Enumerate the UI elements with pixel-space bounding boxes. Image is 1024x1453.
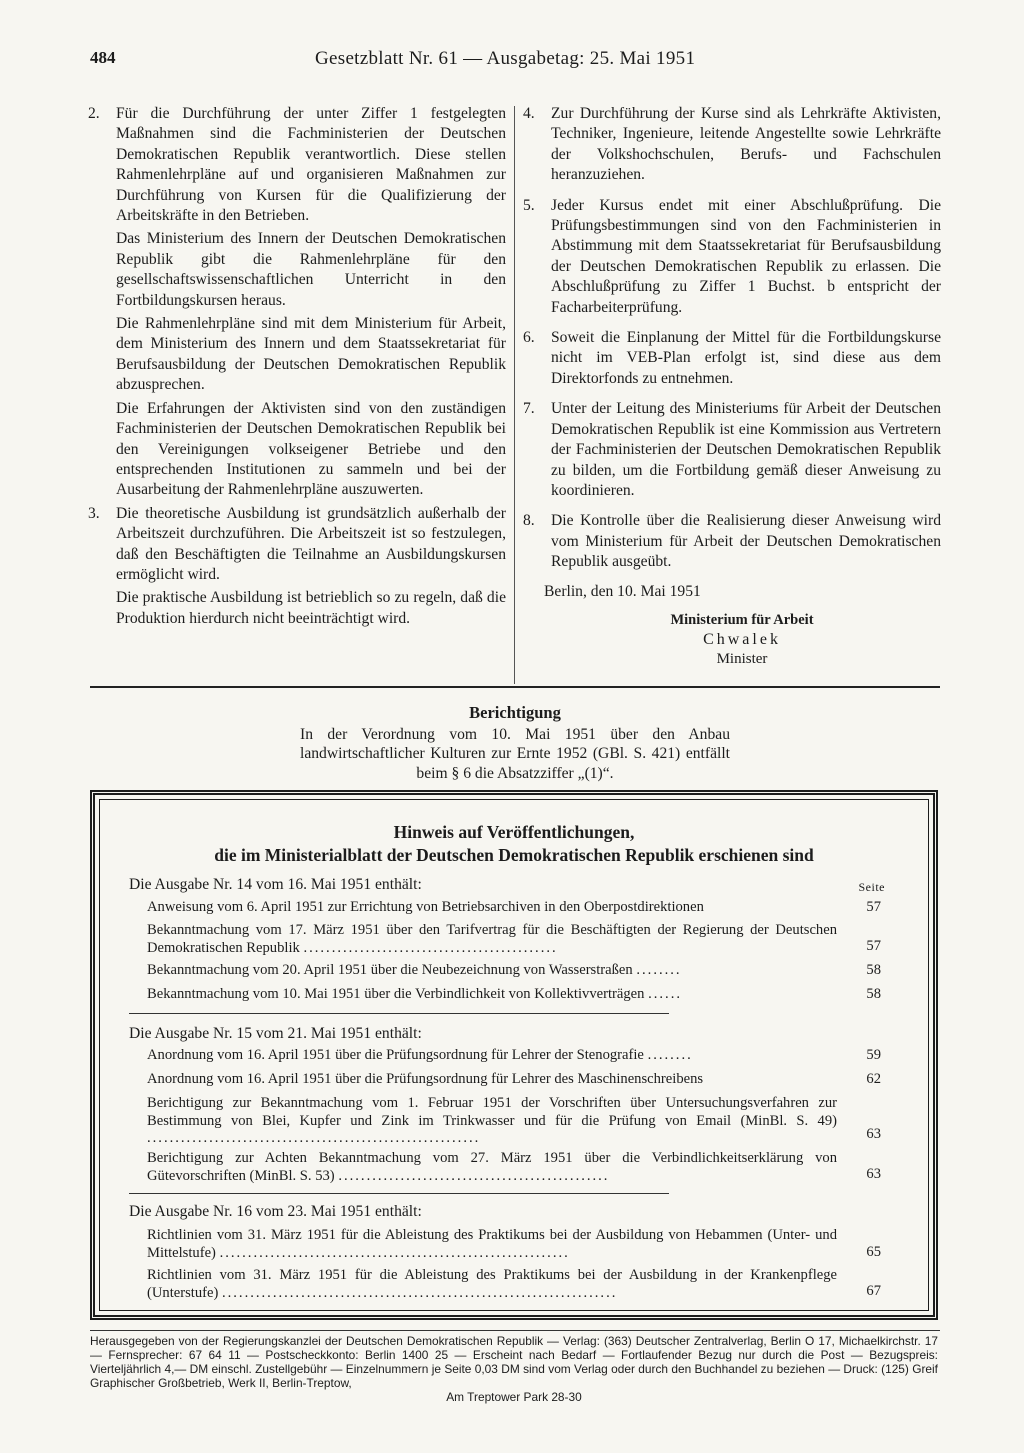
box-title-line2: die im Ministerialblatt der Deutschen Demokratischen Republik erschienen sind [214,845,814,865]
section-rule [90,686,940,688]
imprint-text: Herausgegeben von der Regierungskanzlei der Deutschen Demokratischen Republik — Verlag: (363) Deutscher Zentralverlag, Berlin O 17, Michaelkirchstr. 17 — Fernsprecher: 67 64 11 — Postscheckkonto: Berlin 1400 25 — Erscheint nach Bedarf — Fortlaufender Bezug nur durch die Post — Bezugspreis: Vierteljährlich 4,— DM einschl. Zustellgebühr — Einzelnummern je Seite 0,03 DM sind vom Verlag oder durch den Buchhandel zu beziehen — Druck: (125) Greif Graphischer Großbetrieb, Werk II, Berlin-Treptow, [90,1334,938,1390]
page-ref: 58 [866,962,881,978]
page-ref: 58 [866,986,881,1002]
signatory-title: Minister [716,650,768,667]
item-number: 2. [88,105,100,122]
publication-entry: Berichtigung zur Achten Bekanntmachung vom 27. März 1951 über die Verbindlichkeitserklärung von Gütevorschriften (MinBl. S. 53) ................................................ [147,1150,837,1184]
page-ref: 65 [866,1244,881,1260]
list-item [523,511,941,572]
paragraph: Die Erfahrungen der Aktivisten sind von den zuständigen Fachministerien der Deutschen Demokratischen Republik bei den Vereinigungen volkseigener Betriebe und den entsprechenden Institutionen zu sammeln und bei der Ausarbeitung der Rahmenlehrpläne auszuwerten. [116,399,506,499]
issue-title: Die Ausgabe Nr. 14 vom 16. Mai 1951 enthält: [129,876,422,893]
item-text: Soweit die Einplanung der Mittel für die Fortbildungskurse nicht im VEB-Plan erfolgt ist, sind diese aus dem Direktorfonds zu entnehmen. [551,329,941,387]
page-ref: 57 [866,938,881,954]
running-title: Gesetzblatt Nr. 61 — Ausgabetag: 25. Mai 1951 [315,48,696,69]
page-ref: 59 [866,1047,881,1063]
page-ref: 62 [866,1071,881,1087]
page-header [90,48,940,76]
paragraph: Die Rahmenlehrpläne sind mit dem Ministerium für Arbeit, dem Ministerium des Innern und dem Staatssekretariat für Berufsausbildung der Deutschen Demokratischen Republik abzusprechen. [116,315,506,394]
item-text: Zur Durchführung der Kurse sind als Lehrkräfte Aktivisten, Techniker, Ingenieure, leitende Angestellte sowie Lehrkräfte der Volkshochschulen, Berufs- und Fachschulen heranzuziehen. [551,105,941,184]
issue-separator [129,1013,669,1014]
right-column [523,104,941,669]
signature-block [543,610,941,669]
publication-entry: Bekanntmachung vom 20. April 1951 über die Neubezeichnung von Wasserstraßen ........ [147,962,682,978]
publication-entry: Richtlinien vom 31. März 1951 für die Ableistung des Praktikums bei der Ausbildung in der Krankenpflege (Unterstufe) ...................................................................... [147,1267,837,1301]
issue-title: Die Ausgabe Nr. 16 vom 23. Mai 1951 enthält: [129,1203,422,1220]
footer-rule [90,1330,940,1331]
signatory-name: Chwalek [703,630,781,648]
list-item [88,104,506,226]
publications-box [90,790,938,1320]
item-number: 6. [523,329,535,347]
publication-entry: Anordnung vom 16. April 1951 über die Prüfungsordnung für Lehrer der Stenografie ........ [147,1047,693,1063]
list-item [523,104,941,186]
imprint [90,1334,938,1404]
publication-entry: Richtlinien vom 31. März 1951 für die Ableistung des Praktikums bei der Ausbildung von Hebammen (Unter- und Mittelstufe) .............................................................. [147,1227,837,1261]
item-number: 3. [88,504,100,522]
paragraph: Die praktische Ausbildung ist betrieblich so zu regeln, daß die Produktion hierdurch nicht beeinträchtigt wird. [116,589,506,627]
column-divider [514,106,515,684]
item-number: 8. [523,512,535,530]
imprint-last-line: Am Treptower Park 28-30 [446,1390,582,1404]
item-number: 7. [523,400,535,418]
list-item [88,504,506,586]
item-text: Für die Durchführung der unter Ziffer 1 festgelegten Maßnahmen sind die Fachministerien der Deutschen Demokratischen Republik verantwortlich. Diese stellen Rahmenlehrpläne auf und organisieren Maßnahmen zur Durchführung von Kursen für die Qualifizierung der Arbeitskräfte in den Betrieben. [116,105,506,225]
box-title-line1: Hinweis auf Veröffentlichungen, [393,822,635,842]
issue-title: Die Ausgabe Nr. 15 vom 21. Mai 1951 enthält: [129,1025,422,1042]
item-number: 5. [523,196,535,214]
page-ref: 67 [866,1283,881,1299]
page-ref: 63 [866,1166,881,1182]
place-date: Berlin, den 10. Mai 1951 [544,582,701,600]
publication-entry: Berichtigung zur Bekanntmachung vom 1. Februar 1951 der Vorschriften über Untersuchungsverfahren zur Bestimmung von Blei, Kupfer und Zink im Trinkwasser und für die Prüfung von Email (MinBl. S. 49) ........................................................... [147,1095,837,1146]
correction-text: In der Verordnung vom 10. Mai 1951 über den Anbau landwirtschaftlicher Kulturen zur Ernte 1952 (GBl. S. 421) entfällt beim § 6 die Absatzziffer „(1)“. [300,725,730,782]
item-number: 4. [523,105,535,122]
issuing-ministry: Ministerium für Arbeit [670,611,814,628]
correction-title: Berichtigung [469,703,561,722]
page-column-header: Seite [858,880,885,894]
correction-notice [300,703,730,783]
item-text: Jeder Kursus endet mit einer Abschlußprüfung. Die Prüfungsbestimmungen sind von den Fachministerien in Abstimmung mit dem Staatssekretariat für Berufsausbildung der Deutschen Demokratischen Republik zu erlassen. Die Abschlußprüfung zu Ziffer 1 Buchst. b entspricht der Facharbeiterprüfung. [551,196,941,316]
item-text: Die Kontrolle über die Realisierung dieser Anweisung wird vom Ministerium für Arbeit der Deutschen Demokratischen Republik ausgeübt. [551,512,941,571]
box-title [95,821,933,867]
item-text: Die theoretische Ausbildung ist grundsätzlich außerhalb der Arbeitszeit durchzuführen. Die Arbeitszeit ist so festzulegen, daß den Beschäftigten die Teilnahme an Ausbildungskursen ermöglicht wird. [116,504,506,583]
publication-entry: Anordnung vom 16. April 1951 über die Prüfungsordnung für Lehrer des Maschinenschreibens [147,1071,704,1087]
publication-entry: Anweisung vom 6. April 1951 zur Errichtung von Betriebsarchiven in den Oberpostdirektionen [147,899,704,915]
item-text: Unter der Leitung des Ministeriums für Arbeit der Deutschen Demokratischen Republik ist eine Kommission aus Vertretern der Fachministerien der Deutschen Demokratischen Republik zu bilden, um die Fortbildung gemäß dieser Anweisung zu koordinieren. [551,400,941,499]
page-number: 484 [90,48,116,67]
page-ref: 63 [866,1126,881,1142]
list-item [523,399,941,501]
paragraph: Das Ministerium des Innern der Deutschen Demokratischen Republik gibt die Rahmenlehrpläne für den gesellschaftswissenschaftlichen Unterricht in den Fortbildungskursen heraus. [116,230,506,309]
list-item [523,196,941,318]
publication-entry: Bekanntmachung vom 10. Mai 1951 über die Verbindlichkeit von Kollektivverträgen ...... [147,986,682,1002]
left-column [88,104,506,629]
list-item [523,328,941,389]
issue-separator [129,1193,669,1194]
publication-entry: Bekanntmachung vom 17. März 1951 über den Tarifvertrag für die Beschäftigten der Regierung der Deutschen Demokratischen Republik ............................................. [147,922,837,956]
page-ref: 57 [866,899,881,915]
